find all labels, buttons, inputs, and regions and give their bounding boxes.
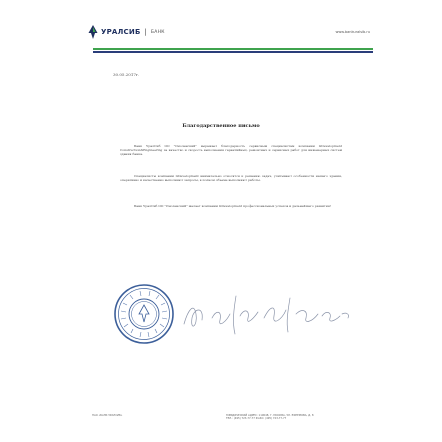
header-stripe-green: [93, 48, 373, 50]
letterhead: [88, 22, 370, 44]
footer-contacts: [226, 414, 318, 421]
letter-date: 30.05.2017г.: [113, 72, 140, 77]
bank-logo: [88, 24, 165, 40]
bank-label: БАНК: [150, 29, 165, 35]
website-link[interactable]: www.bankuralsib.ru: [335, 30, 370, 34]
brand-name: УРАЛСИБ: [101, 28, 141, 36]
footer-address: ЮРИДИЧЕСКИЙ АДРЕС: 119048, Г. МОСКВА, УЛ. ЕФРЕМОВА, Д. 8: [226, 414, 314, 417]
handwritten-signature-icon: [178, 288, 358, 338]
uralsib-emblem-icon: [88, 25, 98, 39]
paragraph-1: Банк УралСиб ОО "Смоленский" выражает благодарность сервисным специалистам компании GDevelopment Construction&Engineering за качество и скорость выполнения гарантийных, ремонтных и сервисных работ для инженерных систем здания банка.: [120, 144, 342, 157]
header-stripe-blue: [93, 51, 373, 53]
brand-separator: |: [144, 28, 147, 36]
footer-company: ПАО «БАНК УРАЛСИБ»: [92, 414, 123, 417]
bank-round-seal-icon: [113, 283, 175, 345]
paragraph-3: Банк УралСиб ОО "Смоленский" желает компании GDevelopment профессиональных успехов и дальнейшего развития!: [134, 204, 332, 208]
paragraph-2: Специалисты компании GDevelopment внимательно относятся к решению задач, учитывают особенности нашего здания, оперативно и качественно выполняют запросы, в полном объеме выполняют работы.: [120, 174, 342, 183]
footer-phone: ТЕЛ.: (495) 723-77-77 ФАКС: (495) 723-77-77: [226, 417, 287, 421]
letter-title: Благодарственное письмо: [182, 123, 260, 129]
